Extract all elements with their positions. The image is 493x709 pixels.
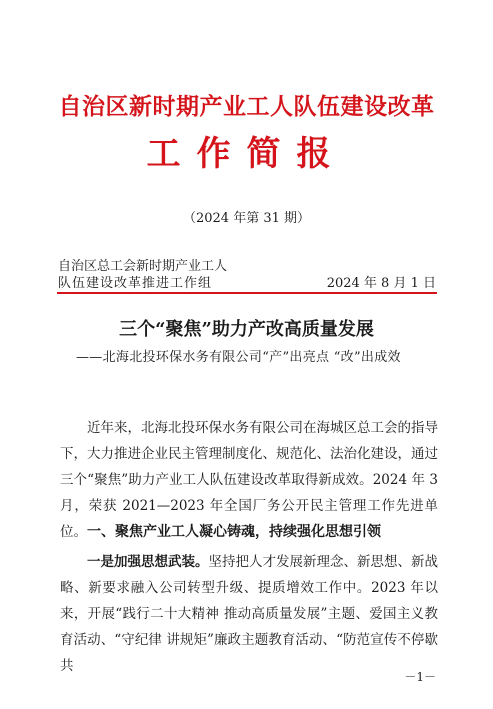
page-number: －1－ [404, 670, 436, 684]
red-divider [57, 292, 437, 294]
issuing-org-line2: 队伍建设改革推进工作组 [58, 276, 213, 291]
issue-date: 2024 年 8 月 1 日 [326, 276, 436, 291]
brief-title: 工作简报 [146, 134, 347, 174]
document-header-title: 自治区新时期产业工人队伍建设改革 [58, 93, 435, 120]
article-title: 三个“聚焦”助力产改高质量发展 [119, 319, 374, 340]
paragraph-section-1 [60, 549, 438, 679]
issuing-org-line1: 自治区总工会新时期产业工人 [58, 259, 228, 274]
paragraph-lead: 一是加强思想武装。 [87, 554, 209, 570]
section-heading-1: 一、聚焦产业工人凝心铸魂，持续强化思想引领 [87, 524, 381, 540]
issue-number: （2024 年第 31 期） [182, 211, 311, 226]
paragraph-section-1-text [60, 549, 438, 679]
paragraph-body: 坚持把人才发展新理念、新思想、新战略、新要求融入公司转型升级、提质增效工作中。2023 年以来，开展“践行二十大精神 推动高质量发展”主题、爱国主义教育活动、“守纪律 讲规矩”廉政主题教育活动、“防范宣传不停歇 共 [60, 554, 438, 674]
paragraph-intro-text: 近年来，北海北投环保水务有限公司在海城区总工会的指导下，大力推进企业民主管理制度化、规范化、法治化建设，通过三个“聚焦”助力产业工人队伍建设改革取得新成效。2024 年 3 月，荣获 2021—2023 年全国厂务公开民主管理工作先进单位。 [60, 420, 438, 540]
article-subtitle: ——北海北投环保水务有限公司“产”出亮点 “改”出成效 [76, 350, 401, 365]
